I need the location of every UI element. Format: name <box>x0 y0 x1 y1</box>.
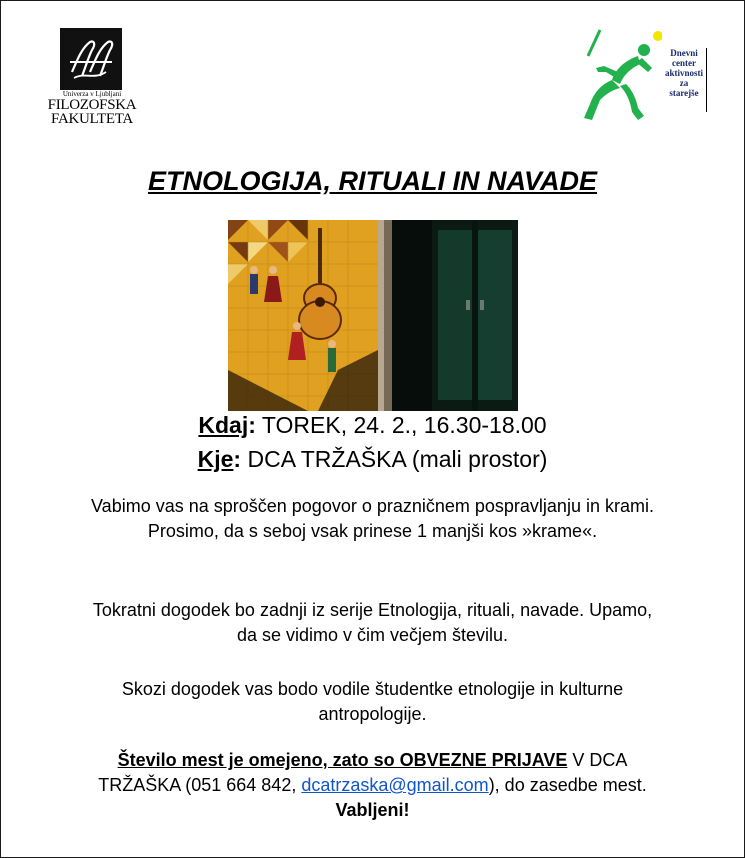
dca-text-line: aktivnosti <box>664 68 703 78</box>
series-paragraph: Tokratni dogodek bo zadnji iz serije Etnologija, rituali, navade. Upamo, da se vidimo v čim večjem številu. <box>92 600 653 645</box>
dca-text-line: starejše <box>669 88 699 98</box>
registration-emphasis: Število mest je omejeno, zato so OBVEZNE PRIJAVE <box>117 750 568 770</box>
dca-text-line: za <box>679 78 689 88</box>
ff-name-line1: FILOZOFSKA <box>47 97 137 113</box>
when-value: TOREK, 24. 2., 16.30-18.00 <box>261 412 547 438</box>
poster-title: ETNOLOGIJA, RITUALI IN NAVADE <box>147 166 597 196</box>
dca-text-line: Dnevni <box>670 48 698 58</box>
event-when <box>0 410 745 440</box>
dca-text-line: center <box>672 58 696 68</box>
when-colon: : <box>248 412 256 438</box>
registration-text-1: V DCA TRŽAŠKA (051 664 842, <box>98 750 628 795</box>
invitation-paragraph: Vabimo vas na sproščen pogovor o prazničnem pospravljanju in krami. Prosimo, da s seboj vsak prinese 1 manjši kos »krame«. <box>91 496 654 541</box>
where-value: DCA TRŽAŠKA (mali prostor) <box>247 446 548 472</box>
when-label: Kdaj <box>198 412 249 438</box>
event-where <box>0 444 745 474</box>
registration-paragraph <box>90 748 655 823</box>
dca-logo <box>582 28 707 124</box>
where-label: Kje <box>197 446 234 472</box>
email-link[interactable]: dcatrzaska@gmail.com <box>301 775 489 795</box>
dca-figure-icon <box>582 28 662 124</box>
ff-emblem-icon <box>60 28 122 90</box>
registration-text-2: ), do zasedbe mest. <box>488 775 647 795</box>
closing-text: Vabljeni! <box>335 800 410 820</box>
hosts-paragraph: Skozi dogodek vas bodo vodile študentke etnologije in kulturne antropologije. <box>121 679 624 724</box>
ff-university-text: Univerza v Ljubljani <box>62 90 122 98</box>
dca-text <box>662 48 707 112</box>
where-colon: : <box>233 446 242 472</box>
ff-logo <box>40 28 144 128</box>
event-photo <box>228 220 518 411</box>
ff-name-line2: FAKULTETA <box>51 111 133 127</box>
